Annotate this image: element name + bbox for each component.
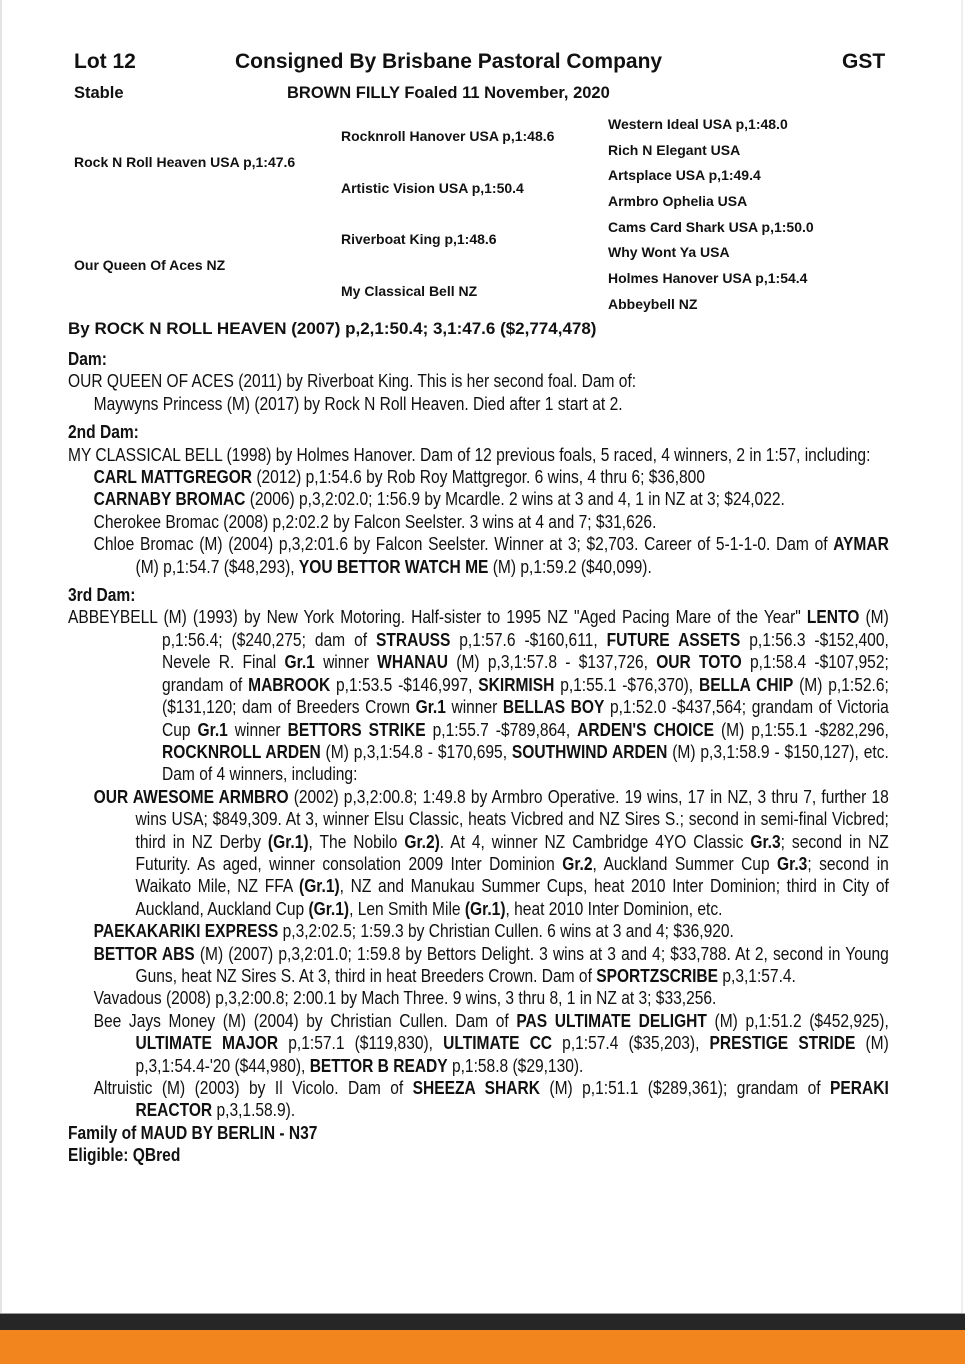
bold-name: BETTOR ABS: [93, 943, 195, 964]
entry-text: Chloe Bromac (M) (2004) p,3,2:01.6 by Falcon Seelster. Winner at 3; $2,703. Career of 5-1-1-0. Dam of: [93, 534, 834, 555]
bold-name: STRAUSS: [376, 629, 451, 650]
entry-text: p,1:52.0 -$437,564; grandam of Victoria Cup: [162, 697, 889, 740]
bold-name: (Gr.1): [464, 898, 506, 919]
bold-name: (Gr.1): [299, 876, 340, 897]
entry-text: , NZ and Manukau Summer Cups, heat 2010 Inter Dominion; third in City of Auckland, Auckland Cup: [135, 876, 889, 919]
bold-name: SOUTHWIND ARDEN: [511, 741, 668, 762]
bold-name: CARNABY BROMAC: [93, 489, 246, 510]
section-2: [68, 421, 889, 578]
bold-name: (Gr.1): [267, 831, 309, 852]
entry-text: winner: [227, 719, 288, 740]
section-3: [68, 584, 889, 1122]
entry-text: (M) p,1:51.2 ($452,925),: [706, 1010, 889, 1031]
bold-name: CARL MATTGREGOR: [93, 467, 253, 488]
produce-entry: [94, 466, 889, 488]
bold-name: SKIRMISH: [478, 674, 555, 695]
entry-text: (M) p,1:56.4; ($240,275; dam of: [162, 607, 889, 650]
entry-text: (M) p,1:59.2 ($40,099).: [488, 556, 652, 577]
sire-summary: By ROCK N ROLL HEAVEN (2007) p,2,1:50.4; 3,1:47.6 ($2,774,478): [68, 319, 597, 338]
produce-record: [68, 348, 889, 1167]
bold-name: BETTORS STRIKE: [287, 719, 426, 740]
entry-text: p,1:56.3 -$152,400, Nevele R. Final: [162, 629, 889, 673]
entry-text: (M) p,1:51.1 ($289,361); grandam of: [539, 1078, 831, 1098]
entry-text: (2012) p,1:54.6 by Rob Roy Mattgregor. 6 wins, 4 thru 6; $36,800: [252, 467, 705, 488]
entry-text: (M) p,1:52.6; ($131,120; dam of Breeders Crown: [162, 674, 889, 718]
entry-text: p,1:57.6 -$160,611,: [450, 629, 607, 650]
entry-text: (M) p,1:55.1 -$282,296,: [713, 719, 889, 740]
dam-entry: [68, 370, 889, 392]
entry-text: Bee Jays Money (M) (2004) by Christian Cullen. Dam of: [93, 1010, 517, 1031]
bold-name: AYMAR: [833, 534, 889, 555]
bold-name: Gr.2: [562, 853, 593, 874]
entry-text: ; second in Waikato Mile, NZ FFA: [135, 853, 889, 897]
bold-name: Gr.1: [197, 719, 228, 740]
bold-name: ARDEN'S CHOICE: [577, 719, 714, 740]
entry-text: ; second in NZ Futurity. As aged, winner consolation 2009 Inter Dominion: [135, 831, 889, 874]
entry-text: p,3,1.58.9).: [212, 1100, 296, 1121]
produce-entry: [94, 786, 889, 920]
pedigree-gen3: Rich N Elegant USA: [608, 142, 741, 158]
bold-name: Gr.3: [750, 831, 781, 852]
bold-name: Gr.2): [404, 831, 440, 852]
section-1: [68, 348, 889, 415]
dam-entry: [68, 606, 889, 785]
bold-name: BELLA CHIP: [698, 674, 794, 695]
pedigree-dam-dam: My Classical Bell NZ: [341, 283, 478, 299]
entry-text: p,1:57.1 ($119,830),: [278, 1033, 444, 1054]
bold-name: (Gr.1): [308, 898, 350, 919]
bold-name: PRESTIGE STRIDE: [709, 1033, 856, 1054]
entry-text: p,1:55.1 -$76,370),: [554, 674, 699, 695]
lot-number: Lot 12: [74, 50, 136, 73]
bold-name: PERAKI REACTOR: [135, 1078, 889, 1121]
entry-text: . At 4, winner NZ Cambridge 4YO Classic: [439, 831, 751, 852]
entry-text: Altruistic (M) (2003) by Il Vicolo. Dam of: [93, 1078, 413, 1098]
footer-bar-dark: [0, 1313, 965, 1330]
entry-text: MY CLASSICAL BELL (1998) by Holmes Hanover. Dam of 12 previous foals, 5 raced, 4 winners, 2 in 1:57, including:: [68, 444, 871, 465]
bold-name: BELLAS BOY: [502, 697, 605, 718]
pedigree-gen3: Why Wont Ya USA: [608, 244, 730, 260]
location: Stable: [74, 84, 124, 102]
entry-text: winner: [314, 652, 378, 673]
entry-text: OUR QUEEN OF ACES (2011) by Riverboat King. This is her second foal. Dam of:: [68, 371, 637, 392]
pedigree-dam: Our Queen Of Aces NZ: [74, 257, 226, 273]
pedigree-sire-dam: Artistic Vision USA p,1:50.4: [341, 180, 524, 196]
section-title: Dam:: [68, 349, 107, 369]
entry-text: (M) p,3,1:54.8 - $170,695,: [320, 741, 512, 762]
produce-entry: [94, 488, 889, 510]
section-title: 2nd Dam:: [68, 422, 139, 443]
entry-text: (M) p,3,1:57.8 - $137,726,: [447, 652, 657, 673]
entry-text: (M) p,3,1:54.4-'20 ($44,980),: [135, 1033, 889, 1076]
entry-text: p,1:58.4 -$107,952; grandam of: [162, 652, 889, 695]
produce-entry: [94, 987, 889, 1009]
entry-text: (M) (2007) p,3,2:01.0; 1:59.8 by Bettors Delight. 3 wins at 3 and 4; $33,788. At 2, second in Young Guns, heat NZ Sires S. At 3, third in heat Breeders Crown. Dam of: [135, 943, 889, 986]
entry-text: , Auckland Summer Cup: [592, 853, 778, 874]
entry-text: (2002) p,3,2:00.8; 1:49.8 by Armbro Operative. 19 wins, 17 in NZ, 3 thru 7, further 18 wins USA; $849,309. At 3, winner Elsu Classic, heats Vicbred and NZ Sires S.; second in semi-final Vicbred; third in NZ Derby: [135, 786, 889, 852]
section-title: 3rd Dam:: [68, 585, 136, 606]
bold-name: WHANAU: [377, 652, 448, 673]
pedigree-gen3: Holmes Hanover USA p,1:54.4: [608, 270, 808, 286]
bold-name: Gr.3: [777, 853, 808, 874]
family-line: Family of MAUD BY BERLIN - N37: [68, 1122, 318, 1143]
consignor: Consigned By Brisbane Pastoral Company: [235, 50, 663, 73]
entry-text: Cherokee Bromac (2008) p,2:02.2 by Falcon Seelster. 3 wins at 4 and 7; $31,626.: [93, 511, 657, 532]
pedigree-gen3: Abbeybell NZ: [608, 296, 698, 312]
bold-name: Gr.1: [415, 697, 446, 718]
entry-text: , heat 2010 Inter Dominion, etc.: [505, 898, 723, 919]
eligibility-line: Eligible: QBred: [68, 1145, 181, 1166]
produce-entry: [94, 1077, 889, 1122]
page-edge-right: [961, 0, 963, 1313]
produce-entry: [94, 393, 889, 415]
entry-text: (M) p,1:54.7 ($48,293),: [135, 556, 299, 577]
pedigree-gen3: Western Ideal USA p,1:48.0: [608, 116, 788, 132]
bold-name: ULTIMATE MAJOR: [135, 1033, 279, 1054]
pedigree-dam-sire: Riverboat King p,1:48.6: [341, 231, 497, 247]
bold-name: ROCKNROLL ARDEN: [162, 741, 321, 762]
horse-description: BROWN FILLY Foaled 11 November, 2020: [287, 84, 610, 102]
entry-text: winner: [445, 697, 503, 718]
pedigree-sire: Rock N Roll Heaven USA p,1:47.6: [74, 154, 296, 170]
entry-text: p,1:53.5 -$146,997,: [330, 674, 479, 695]
entry-text: Maywyns Princess (M) (2017) by Rock N Roll Heaven. Died after 1 start at 2.: [93, 393, 623, 414]
entry-text: p,1:57.4 ($35,203),: [552, 1033, 710, 1054]
bold-name: MABROOK: [248, 674, 331, 695]
dam-entry: [68, 444, 889, 466]
produce-entry: [94, 511, 889, 533]
entry-text: Vavadous (2008) p,3,2:00.8; 2:00.1 by Mach Three. 9 wins, 3 thru 8, 1 in NZ at 3; $33,256.: [93, 988, 717, 1009]
entry-text: , The Nobilo: [308, 831, 405, 852]
entry-text: p,1:55.7 -$789,864,: [425, 719, 578, 740]
bold-name: YOU BETTOR WATCH ME: [298, 556, 489, 577]
entry-text: (2006) p,3,2:02.0; 1:56.9 by Mcardle. 2 wins at 3 and 4, 1 in NZ at 3; $24,022.: [245, 489, 785, 510]
bold-name: SPORTZSCRIBE: [596, 965, 719, 986]
page-edge-left: [0, 0, 2, 1313]
pedigree-gen3: Artsplace USA p,1:49.4: [608, 167, 761, 183]
produce-entry: [94, 533, 889, 578]
bold-name: PAS ULTIMATE DELIGHT: [516, 1010, 707, 1031]
pedigree-sire-sire: Rocknroll Hanover USA p,1:48.6: [341, 128, 555, 144]
pedigree-gen3: Cams Card Shark USA p,1:50.0: [608, 219, 814, 235]
entry-text: p,1:58.8 ($29,130).: [447, 1055, 584, 1076]
bold-name: Gr.1: [284, 652, 315, 673]
gst-label: GST: [842, 50, 886, 73]
produce-entry: [94, 920, 889, 942]
entry-text: (M) p,3,1:58.9 - $150,127), etc. Dam of 4 winners, including:: [162, 741, 889, 785]
bold-name: OUR TOTO: [656, 652, 742, 673]
entry-text: ABBEYBELL (M) (1993) by New York Motoring. Half-sister to 1995 NZ "Aged Pacing Mare of the Year": [68, 607, 807, 628]
bold-name: ULTIMATE CC: [443, 1033, 553, 1054]
entry-text: p,3,2:02.5; 1:59.3 by Christian Cullen. 6 wins at 3 and 4; $36,920.: [278, 921, 734, 942]
bold-name: OUR AWESOME ARMBRO: [93, 786, 289, 807]
pedigree-gen3: Armbro Ophelia USA: [608, 193, 748, 209]
entry-text: p,3,1:57.4.: [718, 965, 796, 986]
bold-name: FUTURE ASSETS: [606, 629, 741, 650]
bold-name: LENTO: [806, 607, 860, 628]
bold-name: SHEEZA SHARK: [412, 1078, 540, 1098]
entry-text: , Len Smith Mile: [349, 898, 465, 919]
produce-entry: [94, 1010, 889, 1077]
bold-name: PAEKAKARIKI EXPRESS: [93, 921, 279, 942]
footer-bar-orange: [0, 1330, 965, 1364]
produce-entry: [94, 943, 889, 988]
bold-name: BETTOR B READY: [309, 1055, 448, 1076]
